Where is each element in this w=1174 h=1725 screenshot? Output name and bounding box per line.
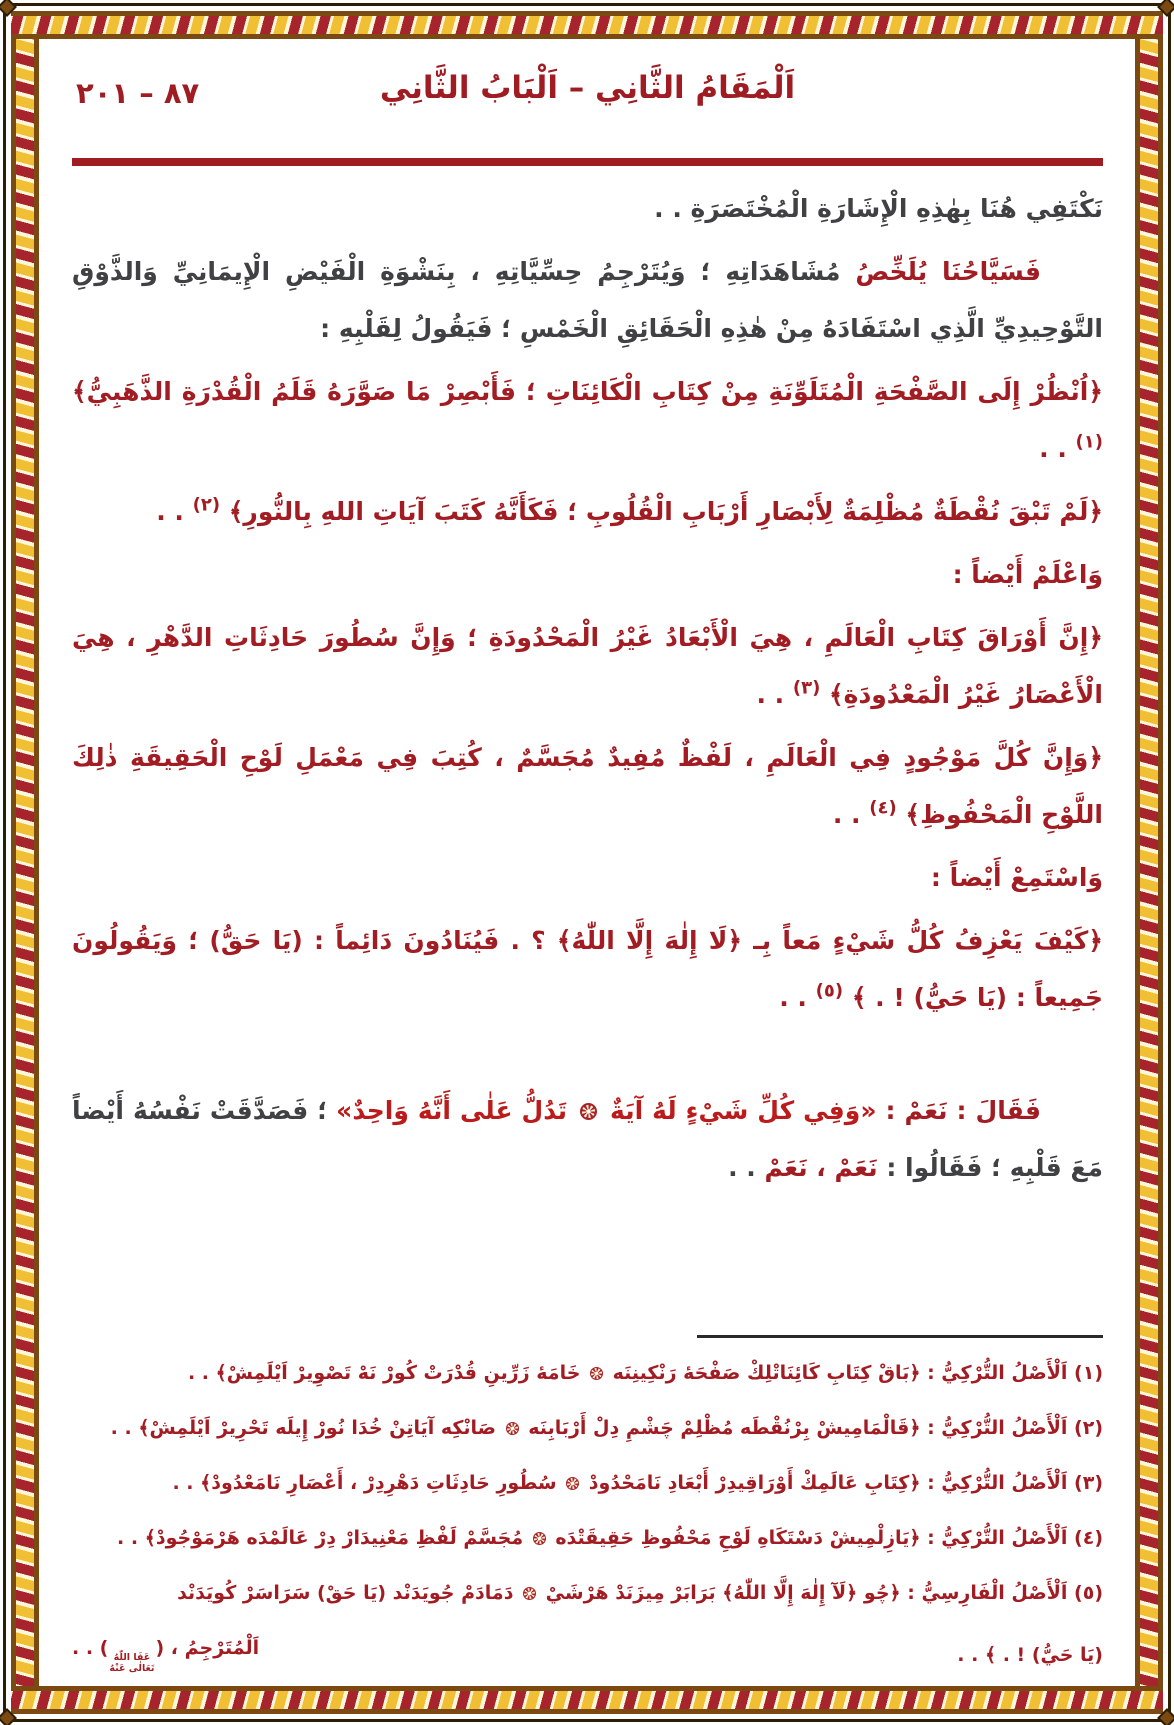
footnote-text: ﴿قَالْمَامِيشْ بِرْنُقْطَه مُظْلِمْ چَشْمِ دِلْ أَرْبَابِنَه bbox=[521, 1417, 921, 1440]
frame-corner-finial bbox=[0, 1708, 17, 1725]
paragraph-intro bbox=[72, 180, 1103, 237]
quote-text: ﴿كَيْفَ يَعْزِفُ كُلُّ شَيْءٍ مَعاً بِـ ﴿لَا إِلٰهَ إِلَّا اللّٰهُ﴾ ؟ . فَيُنَادُونَ دَائِماً : (يَا حَقُّ) ؛ وَيَقُولُونَ جَمِيعاً : (يَا حَيُّ) ! . ﴾ bbox=[72, 926, 1103, 1012]
footnote-marker-1: (١) bbox=[1075, 431, 1103, 453]
paragraph-final bbox=[72, 1082, 1103, 1196]
ayah-text-a: «وَفِي كُلِّ شَيْءٍ لَهُ آيَةٌ bbox=[601, 1096, 877, 1125]
final-emphasis: نَعَمْ ، نَعَمْ bbox=[764, 1153, 878, 1182]
footnote-text: خَامَهٔ زَرِّينِ قُدْرَتْ كُورْ نَهْ تَصْوِيرْ اَيْلَمِشْ﴾ . . bbox=[187, 1362, 588, 1385]
signature-tail: ) . . bbox=[72, 1637, 109, 1660]
quotation-5 bbox=[72, 912, 1103, 1026]
footnotes-section bbox=[72, 1335, 1103, 1675]
frame-chain-right bbox=[1135, 11, 1163, 1714]
quote-text: ﴿اُنْظُرْ إِلَى الصَّفْحَةِ الْمُتَلَوِّنَةِ مِنْ كِتَابِ الْكَائِنَاتِ ؛ فَأَبْصِرْ مَا صَوَّرَهُ قَلَمُ الْقُدْرَةِ الذَّهَبِيُّ﴾ bbox=[72, 377, 1103, 406]
paragraph-rest: مُشَاهَدَاتِهِ ؛ وَيُتَرْجِمُ حِسِّيَّاتِهِ ، بِنَشْوَةِ الْفَيْضِ الْإِيمَانِيِّ وَالذَّوْقِ التَّوْحِيدِيِّ الَّذِي اسْتَفَادَهُ مِنْ هٰذِهِ الْحَقَائِقِ الْخَمْسِ ؛ فَيَقُولُ لِقَلْبِهِ : bbox=[72, 257, 1103, 343]
final-intro: فَقَالَ : نَعَمْ : bbox=[876, 1096, 1041, 1125]
header-double-rule bbox=[72, 158, 1103, 166]
interjection-text: وَاعْلَمْ أَيْضاً : bbox=[952, 560, 1103, 589]
quote-tail: . . bbox=[156, 497, 193, 526]
footnote-source-label: اَلْأَصْلُ التُّرْكِيُّ : bbox=[920, 1527, 1068, 1550]
frame-corner-finial bbox=[1157, 0, 1174, 17]
footnote-marker-3: (٣) bbox=[792, 677, 821, 699]
frame-corner-finial bbox=[1157, 1708, 1174, 1725]
frame-chain-top bbox=[11, 11, 1163, 39]
quote-text: ﴿لَمْ تَبْقَ نُقْطَةٌ مُظْلِمَةٌ لِأَبْصَارِ أَرْبَابِ الْقُلُوبِ ؛ فَكَأَنَّهُ كَتَبَ آيَاتِ اللهِ بِالنُّورِ﴾ bbox=[220, 497, 1103, 526]
footnote-text: صَانْكِه آيَاتِنْ خُدَا نُورْ إِيلَه تَحْرِيرْ اَيْلَمِشْ﴾ . . bbox=[110, 1417, 503, 1440]
footnote-2 bbox=[72, 1409, 1103, 1448]
translator-seal bbox=[108, 1653, 155, 1675]
footnote-source-label: اَلْأَصْلُ التُّرْكِيُّ : bbox=[920, 1472, 1068, 1495]
rosette-icon bbox=[506, 1422, 519, 1435]
footnote-text: ﴿يَازِلْمِيشْ دَسْتَكَاهِ لَوْحِ مَحْفُوظِ حَقِيقَتْدَه bbox=[548, 1527, 921, 1550]
frame-chain-bottom bbox=[11, 1686, 1163, 1714]
quote-tail: . . bbox=[832, 800, 870, 829]
footnote-source-label: اَلْأَصْلُ التُّرْكِيُّ : bbox=[920, 1417, 1068, 1440]
rosette-icon bbox=[566, 1477, 579, 1490]
frame-chain-left bbox=[11, 11, 39, 1714]
footnote-3 bbox=[72, 1464, 1103, 1503]
footnote-text: دَمَادَمْ جُويَدَنْد (يَا حَقْ) سَرَاسَرْ كُويَدَنْد bbox=[177, 1582, 521, 1605]
quote-text: ﴿إِنَّ أَوْرَاقَ كِتَابِ الْعَالَمِ ، هِيَ الْأَبْعَادُ غَيْرُ الْمَحْدُودَةِ ؛ وَإِنَّ سُطُورَ حَادِثَاتِ الدَّهْرِ ، هِيَ الْأَعْصَارُ غَيْرُ الْمَعْدُودَةِ﴾ bbox=[72, 623, 1103, 709]
footnote-source-label: اَلْأَصْلُ التُّرْكِيُّ : bbox=[920, 1362, 1068, 1385]
rosette-icon bbox=[580, 1103, 597, 1120]
footnote-number: (١) bbox=[1067, 1362, 1103, 1385]
quotation-4 bbox=[72, 729, 1103, 843]
final-middle: ؛ فَصَدَّقَتْ نَفْسُهُ أَيْضاً مَعَ قَلْبِهِ ؛ فَقَالُوا : bbox=[72, 1096, 1103, 1182]
rosette-icon bbox=[523, 1587, 536, 1600]
translator-signature bbox=[72, 1629, 259, 1675]
footnote-marker-2: (٢) bbox=[192, 494, 221, 516]
paragraph-traveller bbox=[72, 243, 1103, 357]
page-header bbox=[72, 50, 1103, 142]
seal-text: تَعَالٰى عَنْهُ bbox=[109, 1663, 155, 1675]
quote-tail: . . bbox=[779, 983, 816, 1012]
rosette-icon bbox=[533, 1532, 546, 1545]
seal-text: عَفَا اللّٰهُ bbox=[113, 1652, 151, 1664]
footnote-text: (يَا حَيُّ) ! . ﴾ . . bbox=[957, 1644, 1103, 1667]
lead-words: فَسَيَّاحُنَا يُلَخِّصُ bbox=[855, 257, 1041, 286]
ayah-text-b: تَدُلُّ عَلٰى أَنَّهُ وَاحِدٌ» bbox=[336, 1096, 577, 1125]
footnote-text: ﴿بَاقْ كِتَابِ كَائِنَاتْلِكْ صَفْحَهٔ رَنْكِينِنَه bbox=[606, 1362, 921, 1385]
footnote-text: مُجَسَّمْ لَفْظِ مَعْنِيدَارْ دِرْ عَالَمْدَه هَرْمَوْجُودْ﴾ . . bbox=[117, 1527, 530, 1550]
footnote-text: ﴿چُو ﴿لَآ إِلٰهَ إِلَّا اللّٰهُ﴾ بَرَابَرْ مِيزَنَدْ هَرْشَيْ bbox=[539, 1582, 901, 1605]
quote-tail: . . bbox=[1039, 434, 1076, 463]
final-end: . . bbox=[728, 1153, 765, 1182]
interjection-listen bbox=[72, 849, 1103, 906]
quote-text: ﴿وَإِنَّ كُلَّ مَوْجُودٍ فِي الْعَالَمِ ، لَفْظٌ مُفِيدٌ مُجَسَّمٌ ، كُتِبَ فِي مَعْمَلِ لَوْحِ الْحَقِيقَةِ ذٰلِكَ اللَّوْحِ الْمَحْفُوظِ﴾ bbox=[72, 743, 1103, 829]
signature-text: اَلْمُتَرْجِمُ ، ( bbox=[155, 1637, 260, 1660]
footnote-separator bbox=[697, 1335, 1103, 1338]
footnote-source-label: اَلْأَصْلُ الْفَارِسِيُّ : bbox=[900, 1582, 1068, 1605]
footnote-number: (٥) bbox=[1067, 1582, 1103, 1605]
quote-tail: . . bbox=[756, 680, 793, 709]
quotation-3 bbox=[72, 609, 1103, 723]
footnote-marker-5: (٥) bbox=[815, 980, 844, 1002]
footnote-text: ﴿كِتَابِ عَالَمِكْ أَوْرَاقِيدِرْ أَبْعَادِ نَامَحْدُودْ bbox=[582, 1472, 921, 1495]
interjection-text: وَاسْتَمِعْ أَيْضاً : bbox=[930, 863, 1103, 892]
footnote-4 bbox=[72, 1519, 1103, 1558]
frame-corner-finial bbox=[0, 0, 17, 17]
footnote-5-continuation bbox=[72, 1629, 1103, 1675]
page-title: اَلْمَقَامُ الثَّانِي – اَلْبَابُ الثَّانِي bbox=[379, 70, 796, 106]
footnote-number: (٤) bbox=[1067, 1527, 1103, 1550]
footnote-5 bbox=[72, 1574, 1103, 1613]
page-numbers: ٨٧ – ٢٠١ bbox=[76, 76, 200, 110]
footnote-text: سُطُورِ حَادِثَاتِ دَهْرِدِرْ ، أَعْصَارِ نَامَعْدُودْ﴾ . . bbox=[172, 1472, 564, 1495]
footnote-1 bbox=[72, 1354, 1103, 1393]
quotation-2 bbox=[72, 483, 1103, 540]
page-content bbox=[72, 50, 1103, 1685]
interjection-know bbox=[72, 546, 1103, 603]
intro-text: نَكْتَفِي هُنَا بِهٰذِهِ الْإِشَارَةِ الْمُخْتَصَرَةِ . . bbox=[654, 194, 1103, 223]
footnote-number: (٢) bbox=[1067, 1417, 1103, 1440]
footnote-number: (٣) bbox=[1067, 1472, 1103, 1495]
quotation-1 bbox=[72, 363, 1103, 477]
rosette-icon bbox=[590, 1367, 603, 1380]
footnote-marker-4: (٤) bbox=[869, 797, 897, 819]
